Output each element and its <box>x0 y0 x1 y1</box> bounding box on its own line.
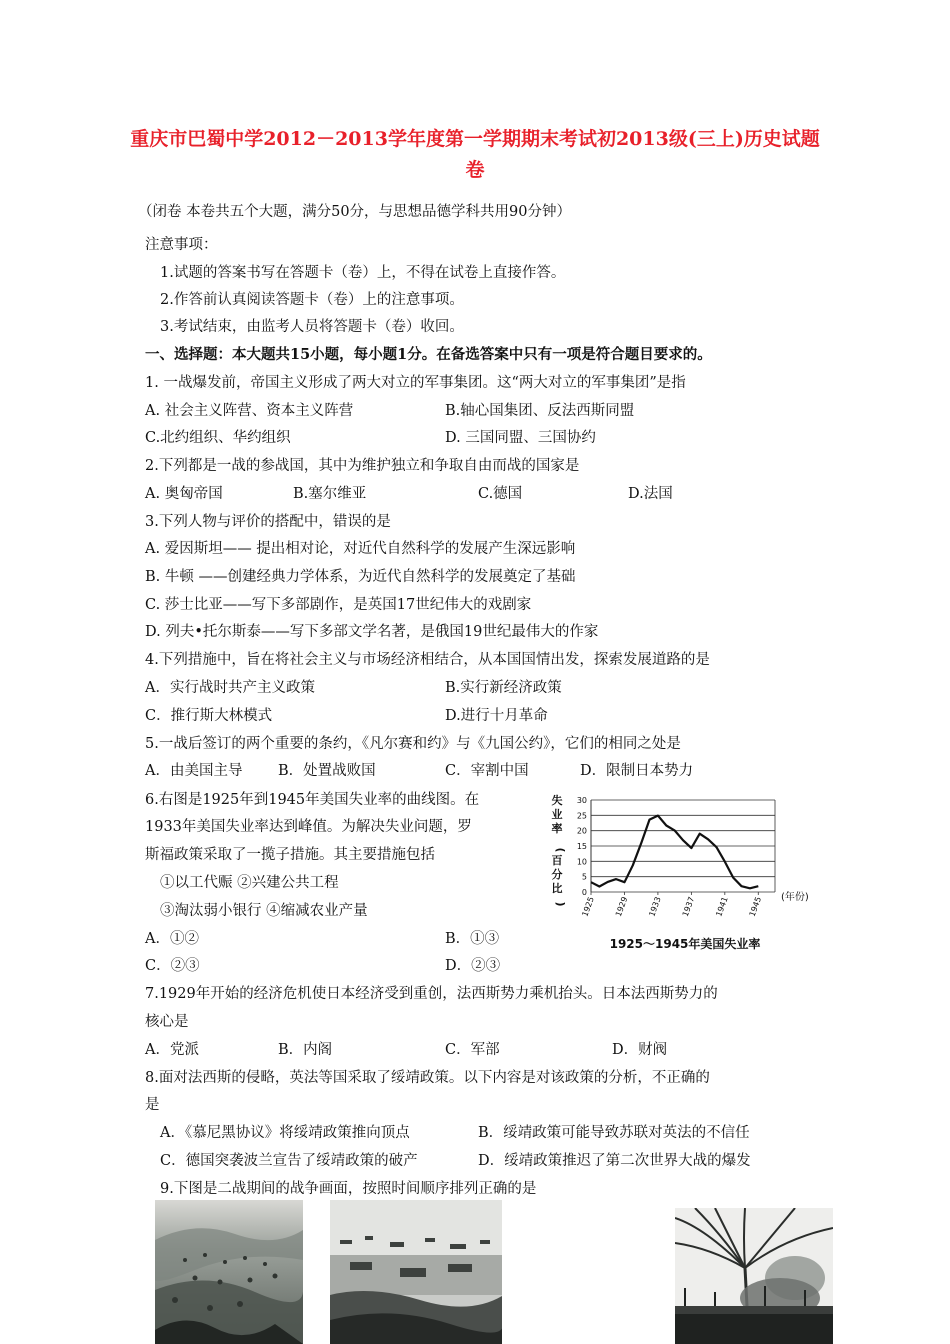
svg-text:率: 率 <box>551 822 563 835</box>
page-title: 重庆市巴蜀中学2012－2013学年度第一学期期末考试初2013级(三上)历史试题卷 <box>130 128 820 181</box>
unemployment-chart <box>545 788 825 958</box>
x-axis-label: (年份) <box>781 892 809 903</box>
question-stem: 6.右图是1925年到1945年美国失业率的曲线图。在 <box>145 792 480 808</box>
x-tick-label: 1933 <box>647 895 663 918</box>
option-b: B.轴心国集团、反法西斯同盟 <box>445 403 635 419</box>
svg-text:失: 失 <box>551 794 563 807</box>
option-b: B. 牛顿 ——创建经典力学体系，为近代自然科学的发展奠定了基础 <box>145 569 576 585</box>
option-d: D．绥靖政策推迟了第二次世界大战的爆发 <box>478 1153 751 1169</box>
option-a: A. 社会主义阵营、资本主义阵营 <box>145 403 354 419</box>
svg-text:业: 业 <box>551 808 563 821</box>
option-d: D. 三国同盟、三国协约 <box>445 430 596 446</box>
option-c: C．军部 <box>445 1042 500 1058</box>
option-c: C．德国突袭波兰宣告了绥靖政策的破产 <box>160 1153 418 1169</box>
y-tick-label: 0 <box>581 888 587 897</box>
option-b: B.塞尔维亚 <box>293 486 367 502</box>
question-stem: 8.面对法西斯的侵略，英法等国采取了绥靖政策。以下内容是对该政策的分析，不正确的 <box>145 1070 710 1086</box>
section-heading: 一、选择题：本大题共15小题，每小题1分。在备选答案中只有一项是符合题目要求的。 <box>145 346 712 363</box>
option-b: B．内阁 <box>278 1042 333 1058</box>
question-stem: 5.一战后签订的两个重要的条约，《凡尔赛和约》与《九国公约》，它们的相同之处是 <box>145 736 681 752</box>
question-stem: 1. 一战爆发前，帝国主义形成了两大对立的军事集团。这“两大对立的军事集团”是指 <box>145 375 686 391</box>
option-c: C．推行斯大林模式 <box>145 708 273 724</box>
option-b: B．绥靖政策可能导致苏联对英法的不信任 <box>478 1125 750 1141</box>
option-c: C.北约组织、华约组织 <box>145 430 291 446</box>
option-d: D. 列夫•托尔斯泰——写下多部文学名著，是俄国19世纪最伟大的作家 <box>145 624 599 640</box>
y-tick-label: 30 <box>576 796 587 805</box>
option-a: A. 爱因斯坦—— 提出相对论，对近代自然科学的发展产生深远影响 <box>145 541 576 557</box>
y-tick-label: 10 <box>576 857 587 867</box>
photo-pearl-harbor <box>675 1208 833 1344</box>
svg-text:分: 分 <box>551 868 563 881</box>
question-stem: 4.下列措施中，旨在将社会主义与市场经济相结合，从本国国情出发，探索发展道路的是 <box>145 652 710 668</box>
question-stem: 核心是 <box>145 1014 189 1030</box>
y-tick-label: 25 <box>576 811 587 821</box>
svg-text:(: ( <box>554 847 567 853</box>
option-d: D．②③ <box>445 958 501 974</box>
option-c: C. 莎士比亚——写下多部剧作，是英国17世纪伟大的戏剧家 <box>145 597 532 613</box>
option-a: A．实行战时共产主义政策 <box>145 680 315 696</box>
question-stem: 斯福政策采取了一揽子措施。其主要措施包括 <box>145 847 435 863</box>
chart-title: 1925～1945年美国失业率 <box>609 937 761 951</box>
x-tick-label: 1925 <box>580 895 596 918</box>
option-c: C．②③ <box>145 958 200 974</box>
y-tick-label: 20 <box>576 826 587 836</box>
svg-text:百: 百 <box>551 854 563 867</box>
exam-subtitle: （闭卷 本卷共五个大题，满分50分，与思想品德学科共用90分钟） <box>138 204 572 220</box>
unemployment-line <box>591 816 758 889</box>
option-a: A．党派 <box>145 1042 199 1058</box>
option-d: D．财阀 <box>612 1042 668 1058</box>
option-a: A．《慕尼黑协议》将绥靖政策推向顶点 <box>160 1125 410 1141</box>
option-b: B．处置战败国 <box>278 763 376 779</box>
question-stem: 1933年美国失业率达到峰值。为解决失业问题，罗 <box>145 819 472 835</box>
option-a: A．由美国主导 <box>145 763 243 779</box>
photo-landing-ships <box>330 1200 502 1344</box>
option-d: D．限制日本势力 <box>580 763 694 779</box>
notice-heading: 注意事项： <box>145 237 218 253</box>
option-a: A. 奥匈帝国 <box>145 486 223 502</box>
question-stem: 9.下图是二战期间的战争画面，按照时间顺序排列正确的是 <box>160 1181 537 1197</box>
x-tick-label: 1941 <box>714 895 730 918</box>
question-stem: 3.下列人物与评价的搭配中，错误的是 <box>145 514 391 530</box>
question-items: ①以工代赈 ②兴建公共工程 <box>160 875 339 891</box>
notice-item: 1.试题的答案书写在答题卡（卷）上，不得在试卷上直接作答。 <box>160 265 566 281</box>
question-stem: 是 <box>145 1097 160 1113</box>
x-tick-label: 1929 <box>613 895 630 918</box>
x-tick-label: 1945 <box>747 895 764 918</box>
svg-text:): ) <box>554 901 567 907</box>
question-stem: 2.下列都是一战的参战国，其中为维护独立和争取自由而战的国家是 <box>145 458 580 474</box>
y-tick-label: 15 <box>576 842 587 851</box>
notice-item: 2.作答前认真阅读答题卡（卷）上的注意事项。 <box>160 292 464 308</box>
y-axis-label <box>552 793 568 907</box>
notice-item: 3.考试结束，由监考人员将答题卡（卷）收回。 <box>160 319 464 335</box>
option-d: D.进行十月革命 <box>445 708 548 724</box>
option-b: B.实行新经济政策 <box>445 680 562 696</box>
question-items: ③淘汰弱小银行 ④缩减农业产量 <box>160 903 368 919</box>
question-stem: 7.1929年开始的经济危机使日本经济受到重创，法西斯势力乘机抬头。日本法西斯势力的 <box>145 986 718 1002</box>
photo-battlefield <box>155 1200 303 1344</box>
x-tick-label: 1937 <box>680 895 697 918</box>
y-tick-label: 5 <box>581 872 587 882</box>
option-c: C.德国 <box>478 486 523 502</box>
svg-text:比: 比 <box>551 882 563 895</box>
option-b: B．①③ <box>445 931 500 947</box>
option-d: D.法国 <box>628 486 673 502</box>
option-c: C．宰割中国 <box>445 763 529 779</box>
option-a: A．①② <box>145 931 199 947</box>
